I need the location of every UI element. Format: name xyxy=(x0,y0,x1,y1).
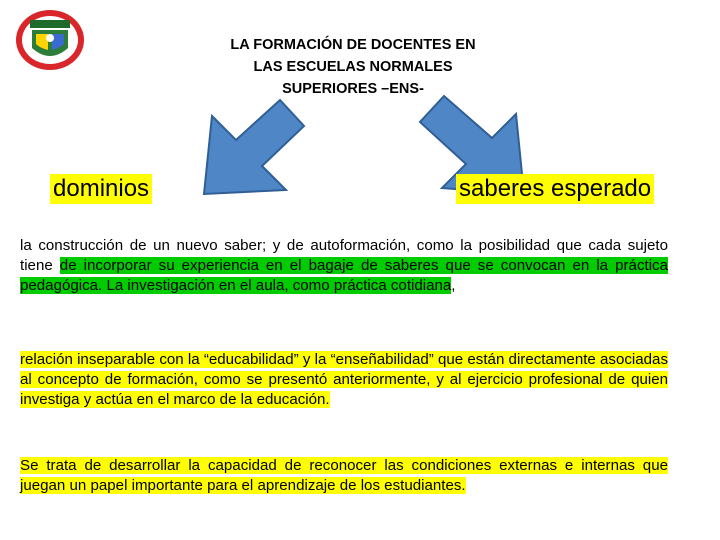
title-line-2: LAS ESCUELAS NORMALES xyxy=(253,59,453,75)
arrow-down-left-icon xyxy=(198,96,308,200)
paragraph-1 xyxy=(20,236,668,296)
paragraph-1-segment-1: la construcción de un nuevo saber; y de autoformación, como la posibilidad que cada sujeto tiene xyxy=(20,237,668,274)
title-line-3: SUPERIORES –ENS- xyxy=(282,81,424,97)
paragraph-3 xyxy=(20,456,668,496)
paragraph-1-segment-2: de incorporar su experiencia en el bagaje de saberes que se convocan en la práctica pedagógica. La investigación en el aula, como práctica cotidiana xyxy=(20,257,668,294)
paragraph-2-segment-1: relación inseparable con la “educabilidad” y la “enseñabilidad” que están directamente asociadas al concepto de formación, como se presentó anteriormente, y al ejercicio profesional de quien investiga y actúa en el marco de la educación. xyxy=(20,351,668,408)
paragraph-3-segment-1: Se trata de desarrollar la capacidad de reconocer las condiciones externas e internas que juegan un papel importante para el aprendizaje de los estudiantes. xyxy=(20,457,668,494)
page-title xyxy=(180,34,526,100)
label-dominios: dominios xyxy=(50,174,152,204)
label-saberes-esperado: saberes esperado xyxy=(456,174,654,204)
school-crest-icon xyxy=(14,8,86,72)
paragraph-2 xyxy=(20,350,668,410)
paragraph-1-segment-3: , xyxy=(451,277,456,294)
title-line-1: LA FORMACIÓN DE DOCENTES EN xyxy=(230,37,476,53)
